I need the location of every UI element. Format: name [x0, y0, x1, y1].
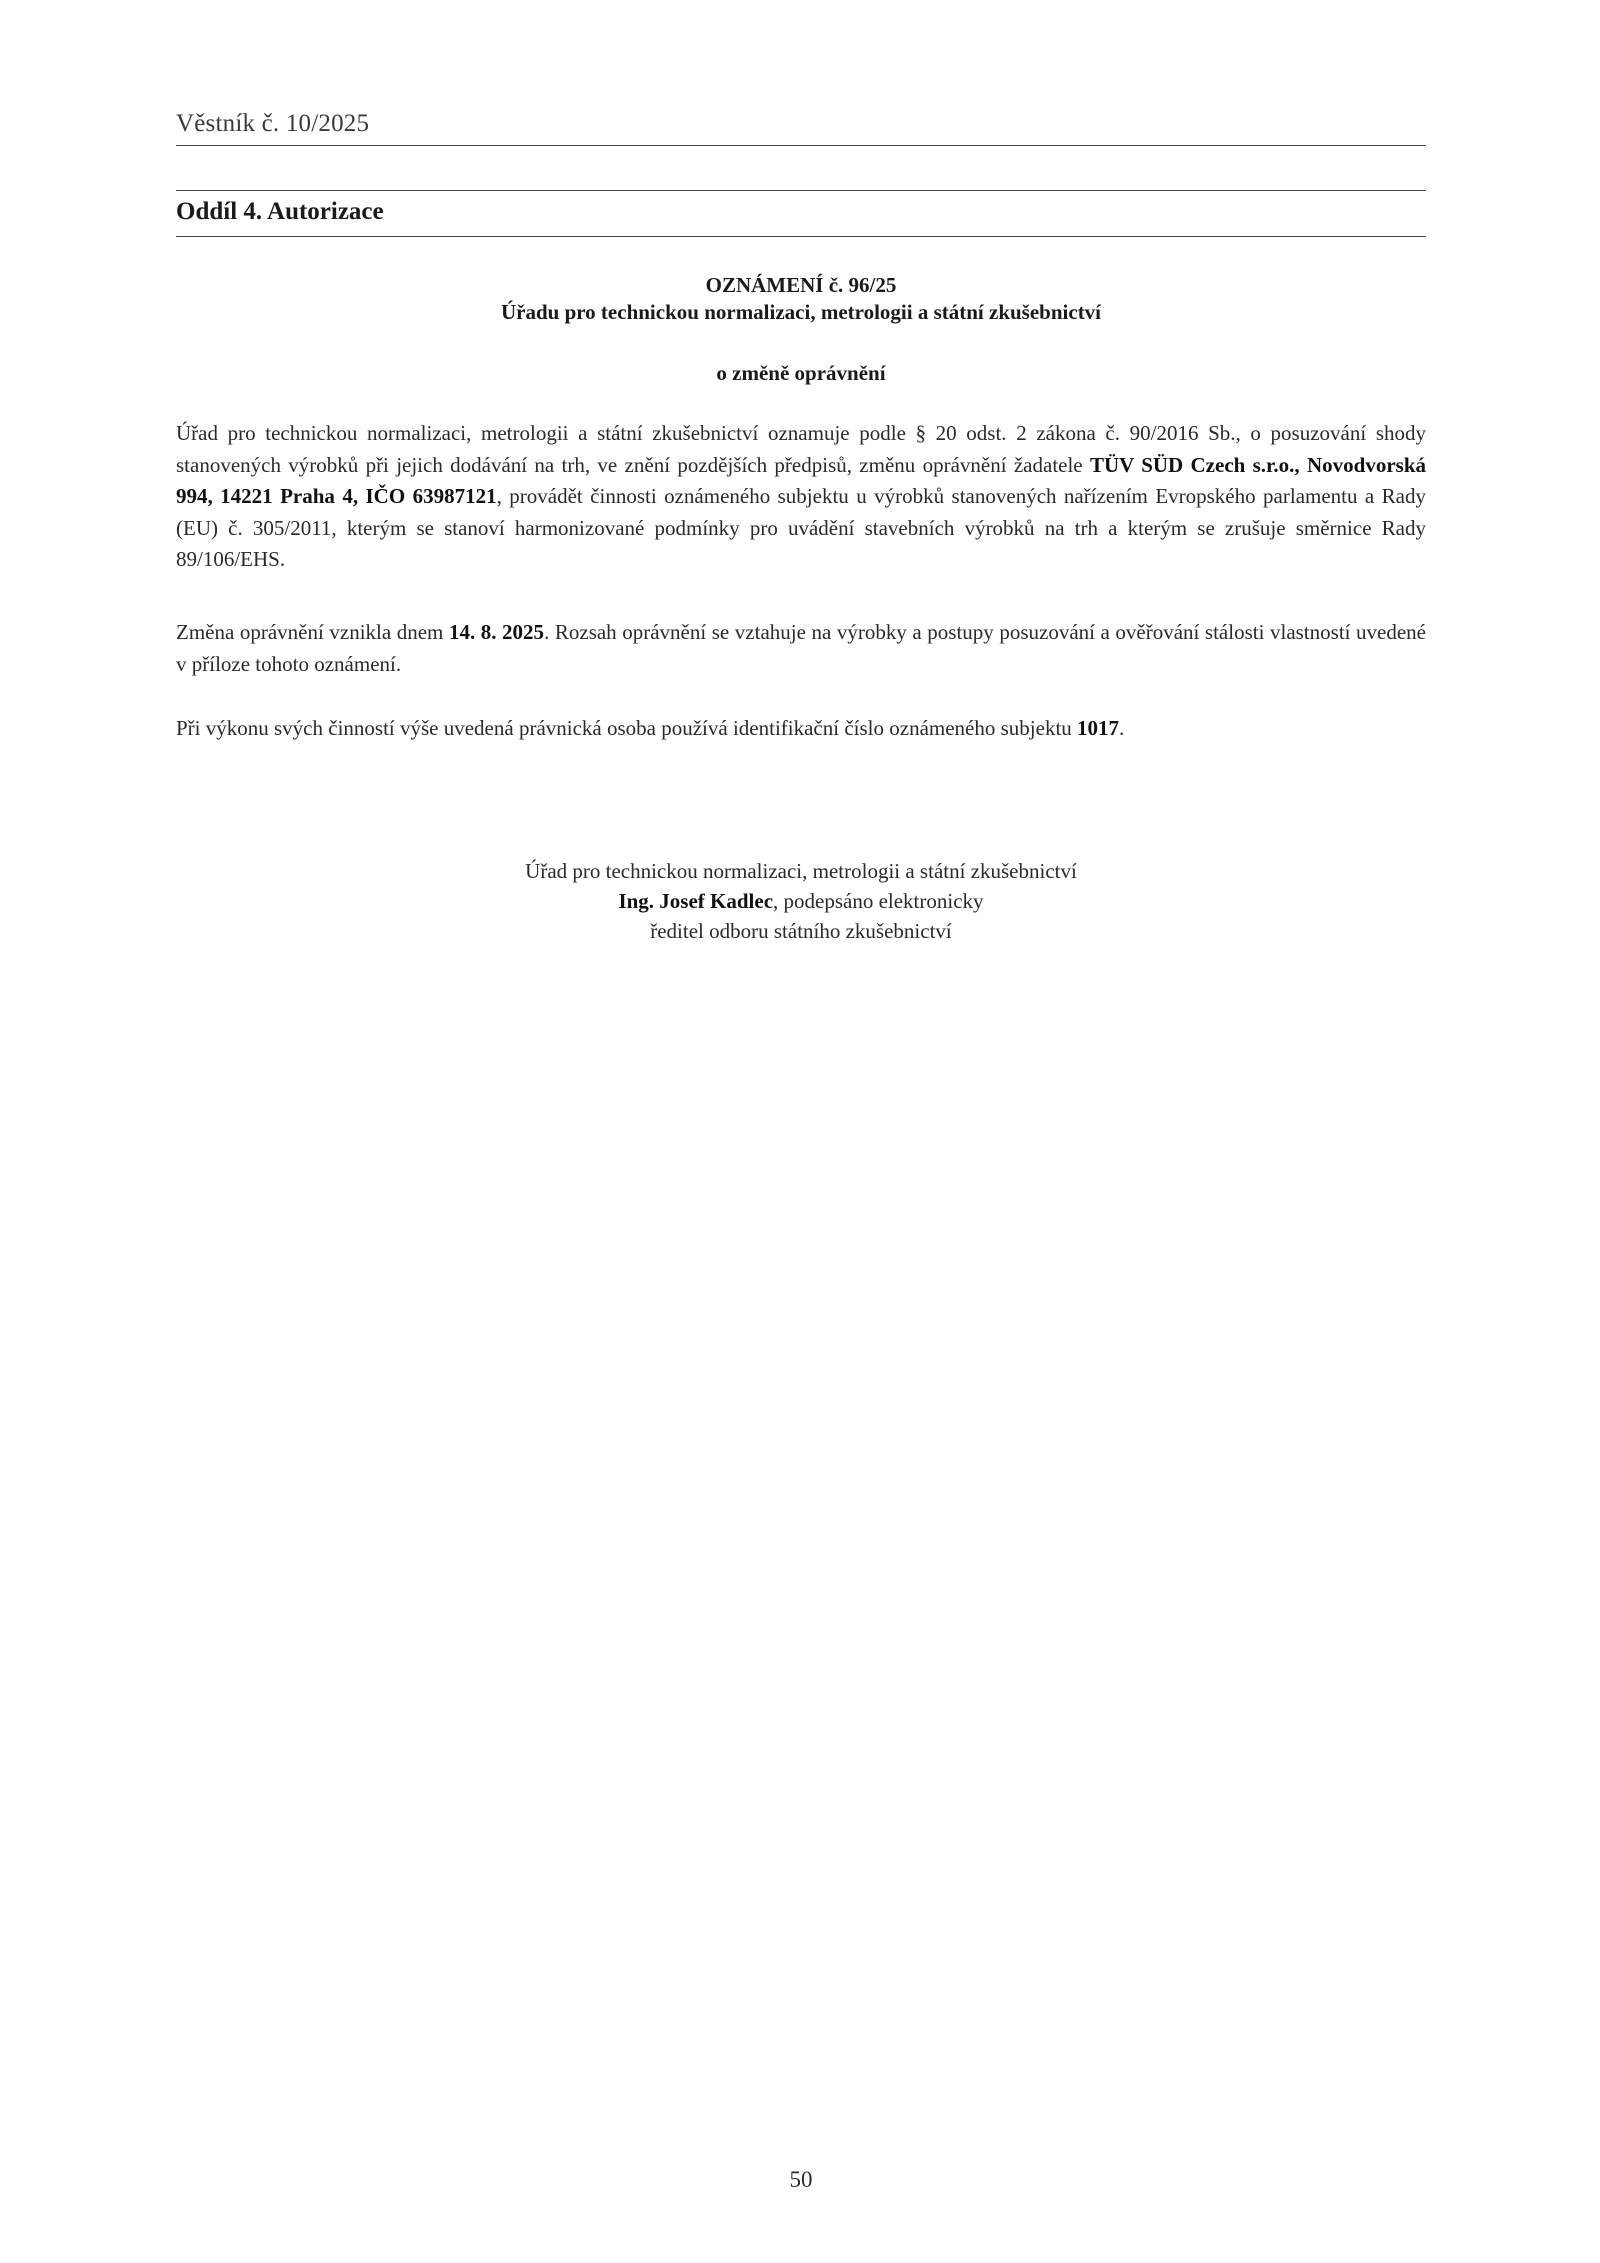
paragraph-text: Při výkonu svých činností výše uvedená právnická osoba používá identifikační číslo oznámeného subjektu	[176, 716, 1078, 740]
paragraph-text: .	[1119, 716, 1125, 740]
signature-block	[176, 856, 1426, 946]
paragraph-text: . Rozsah oprávnění se vztahuje na výrobky a postupy posuzování a ověřování stálosti vlastností uvedené v příloze tohoto oznámení.	[176, 620, 1426, 676]
header-divider	[176, 145, 1426, 146]
signature-note: , podepsáno elektronicky	[773, 889, 984, 913]
paragraph-text: , provádět činnosti oznámeného subjektu u výrobků stanovených nařízením Evropského parlamentu a Rady (EU) č. 305/2011, kterým se stanoví harmonizované podmínky pro uvádění stavebních výrobků na trh a kterým se zrušuje směrnice Rady 89/106/EHS.	[176, 484, 1426, 571]
signature-line	[176, 886, 1426, 916]
signatory-position: ředitel odboru státního zkušebnictví	[650, 919, 952, 943]
paragraph-identification-number	[176, 713, 1426, 745]
paragraph-effective-date	[176, 617, 1426, 680]
effective-date: 14. 8. 2025	[448, 620, 545, 644]
signature-office: Úřad pro technickou normalizaci, metrologii a státní zkušebnictví	[525, 859, 1077, 883]
page-number: 50	[789, 2167, 813, 2192]
section-bottom-divider	[176, 236, 1426, 237]
section-title: Oddíl 4. Autorizace	[176, 198, 384, 225]
paragraph-authorization-change	[176, 418, 1426, 576]
section-top-divider	[176, 190, 1426, 191]
applicant-name: TÜV SÜD Czech s.r.o., Novodvorská 994, 14221 Praha 4, IČO 63987121	[176, 452, 1427, 508]
notified-body-number: 1017	[1077, 716, 1120, 740]
notice-issuer: Úřadu pro technickou normalizaci, metrologii a státní zkušebnictví	[500, 300, 1102, 324]
running-header: Věstník č. 10/2025	[176, 110, 370, 137]
paragraph-text: Úřad pro technickou normalizaci, metrologii a státní zkušebnictví oznamuje podle § 20 odst. 2 zákona č. 90/2016 Sb., o posuzování shody stanovených výrobků při jejich dodávání na trh, ve znění pozdějších předpisů, změnu oprávnění žadatele	[176, 421, 1426, 477]
paragraph-text: Změna oprávnění vznikla dnem	[176, 620, 449, 644]
notice-subject: o změně oprávnění	[716, 361, 886, 385]
signatory-name: Ing. Josef Kadlec	[618, 889, 774, 913]
notice-number: OZNÁMENÍ č. 96/25	[705, 273, 897, 297]
